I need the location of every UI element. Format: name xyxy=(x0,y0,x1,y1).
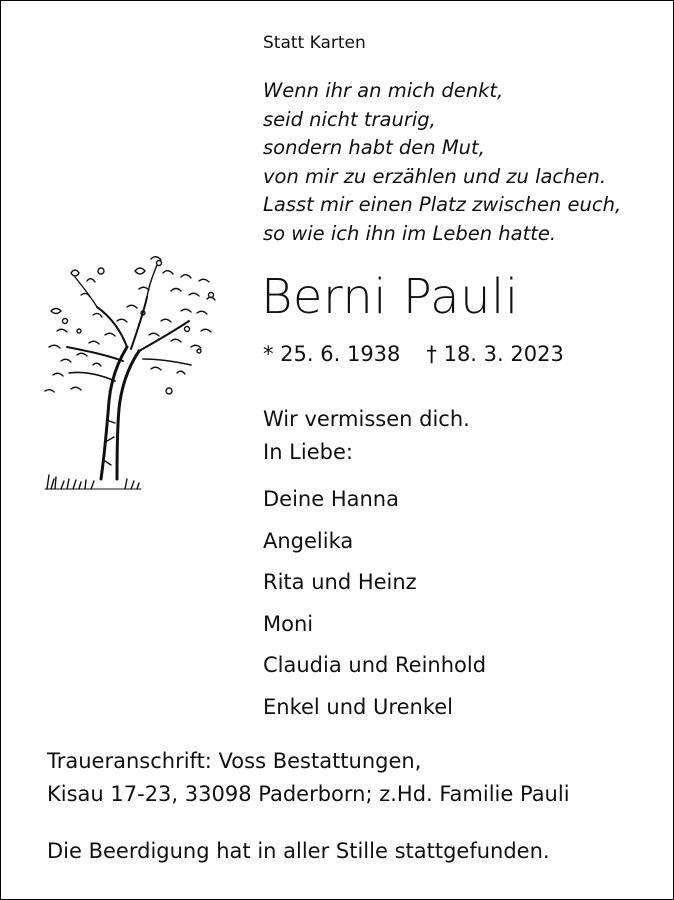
poem-line: Lasst mir einen Platz zwischen euch, xyxy=(263,193,622,216)
farewell-line: In Liebe: xyxy=(263,440,353,464)
poem xyxy=(263,77,621,248)
poem-line: sondern habt den Mut, xyxy=(263,136,485,159)
address-line: Kisau 17-23, 33098 Paderborn; z.Hd. Familie Pauli xyxy=(47,782,570,806)
mourning-address xyxy=(47,745,570,811)
poem-line: so wie ich ihn im Leben hatte. xyxy=(263,221,557,245)
family-member: Rita und Heinz xyxy=(263,570,417,594)
poem-line: Wenn ihr an mich denkt, xyxy=(263,79,504,102)
deceased-name: Berni Pauli xyxy=(261,269,519,325)
family-member: Enkel und Urenkel xyxy=(263,694,453,719)
poem-line: seid nicht traurig, xyxy=(263,107,436,131)
tree-icon xyxy=(31,251,231,501)
family-member: Moni xyxy=(263,611,314,636)
poem-line: von mir zu erzählen und zu lachen. xyxy=(263,164,607,188)
family-member: Claudia und Reinhold xyxy=(263,653,487,677)
death-date: † 18. 3. 2023 xyxy=(426,342,564,366)
statt-karten-label: Statt Karten xyxy=(263,33,366,53)
family-member: Angelika xyxy=(263,528,354,553)
family-member: Deine Hanna xyxy=(263,487,399,511)
family-list xyxy=(263,479,486,728)
farewell-message xyxy=(263,403,470,469)
life-dates xyxy=(263,342,564,366)
birth-date: * 25. 6. 1938 xyxy=(263,342,401,366)
farewell-line: Wir vermissen dich. xyxy=(263,407,470,431)
burial-note: Die Beerdigung hat in aller Stille stattgefunden. xyxy=(47,839,550,863)
address-line: Traueranschrift: Voss Bestattungen, xyxy=(47,749,422,773)
